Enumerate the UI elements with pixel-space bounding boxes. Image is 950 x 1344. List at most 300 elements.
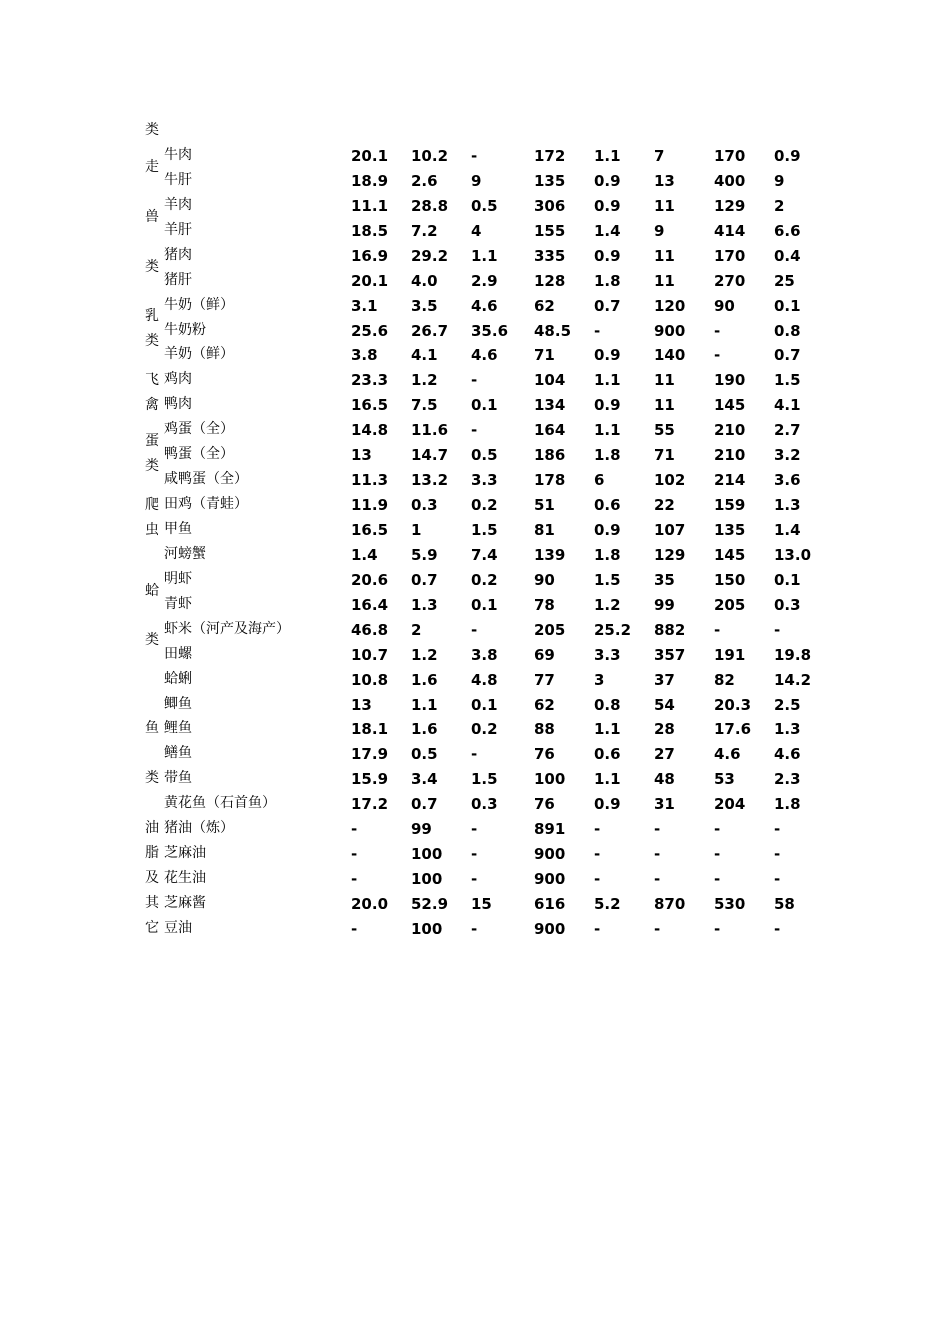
nutrient-value: 2.6 <box>411 171 438 190</box>
nutrient-value: 11 <box>654 371 675 390</box>
food-name: 明虾 <box>164 570 192 587</box>
nutrient-value: 2.9 <box>471 271 498 290</box>
category-label: 飞 <box>145 372 159 388</box>
nutrient-value: 76 <box>534 745 555 764</box>
nutrient-value: 6 <box>594 471 605 490</box>
nutrient-value: - <box>654 870 661 888</box>
nutrient-value: 1.1 <box>411 695 438 714</box>
nutrient-value: - <box>594 845 601 863</box>
nutrient-value: 172 <box>534 147 566 165</box>
nutrient-value: - <box>594 321 601 340</box>
nutrient-value: 0.9 <box>594 346 621 365</box>
nutrient-value: 1.2 <box>411 371 438 390</box>
nutrient-value: 128 <box>534 271 566 290</box>
nutrient-value: 25 <box>774 271 795 290</box>
nutrient-value: 1.4 <box>774 521 801 539</box>
table-row <box>0 420 950 445</box>
nutrient-value: 104 <box>534 371 566 390</box>
food-name: 牛奶（鲜） <box>164 296 234 313</box>
nutrient-value: 1.5 <box>774 371 801 390</box>
nutrient-value: 4.6 <box>714 745 741 764</box>
food-name: 花生油 <box>164 870 206 886</box>
food-name: 芝麻酱 <box>164 894 206 911</box>
nutrient-value: 270 <box>714 271 746 290</box>
nutrient-value: 51 <box>534 496 555 514</box>
nutrient-value: 100 <box>534 770 566 789</box>
food-name: 带鱼 <box>164 770 192 787</box>
table-row <box>0 695 950 720</box>
food-name: 猪肉 <box>164 246 192 263</box>
nutrient-value: 10.8 <box>351 670 389 689</box>
nutrient-value: 14.7 <box>411 446 449 465</box>
nutrient-value: 0.9 <box>774 147 801 165</box>
nutrient-value: 99 <box>411 820 432 839</box>
nutrient-value: 4.6 <box>774 745 801 764</box>
table-row <box>0 395 950 420</box>
nutrient-value: 16.5 <box>351 396 389 415</box>
category-label: 走 <box>145 159 159 175</box>
nutrient-value: 5.9 <box>411 545 438 564</box>
table-row <box>0 470 950 495</box>
nutrient-value: 0.5 <box>471 446 498 465</box>
nutrient-value: 11 <box>654 396 675 415</box>
nutrient-value: 11 <box>654 271 675 290</box>
food-name: 羊肉 <box>164 196 192 213</box>
nutrient-value: 22 <box>654 496 675 514</box>
nutrient-value: 900 <box>654 321 686 340</box>
nutrient-value: 4.1 <box>774 396 801 415</box>
nutrient-value: - <box>774 620 781 639</box>
nutrient-value: 1.8 <box>594 271 621 290</box>
food-name: 蛤蜊 <box>164 670 192 687</box>
nutrient-value: 1.8 <box>594 446 621 465</box>
nutrient-value: 164 <box>534 421 566 440</box>
food-name: 鸭肉 <box>164 396 192 413</box>
nutrient-value: 191 <box>714 645 746 664</box>
nutrient-value: 35 <box>654 570 675 589</box>
nutrient-value: 2.3 <box>774 770 801 789</box>
nutrient-value: - <box>471 421 478 440</box>
nutrient-value: 11.6 <box>411 421 449 440</box>
food-name: 牛肉 <box>164 147 192 163</box>
nutrient-value: 1.1 <box>594 147 621 165</box>
nutrient-value: 170 <box>714 147 746 165</box>
nutrient-value: 0.9 <box>594 795 621 814</box>
category-label: 脂 <box>145 845 159 861</box>
category-label: 兽 <box>145 209 159 225</box>
food-name: 甲鱼 <box>164 521 192 537</box>
nutrient-value: 100 <box>411 870 443 888</box>
nutrient-value: 1.8 <box>594 545 621 564</box>
nutrient-value: 1 <box>411 521 422 539</box>
nutrient-value: - <box>714 346 721 365</box>
nutrient-value: - <box>471 620 478 639</box>
nutrient-value: 0.7 <box>594 296 621 315</box>
food-name: 黄花鱼（石首鱼） <box>164 795 276 812</box>
nutrient-value: 20.0 <box>351 894 389 913</box>
category-label: 类 <box>145 259 159 275</box>
nutrient-value: - <box>471 845 478 863</box>
table-row <box>0 844 950 869</box>
nutrient-value: 0.3 <box>774 595 801 614</box>
table-row <box>0 719 950 744</box>
nutrient-value: 28 <box>654 720 675 739</box>
nutrient-value: 1.4 <box>351 545 378 564</box>
nutrient-value: 140 <box>654 346 686 365</box>
table-row <box>0 520 950 545</box>
food-name: 河螃蟹 <box>164 545 206 562</box>
nutrient-value: 62 <box>534 296 555 315</box>
nutrient-value: 0.4 <box>774 246 801 265</box>
nutrient-value: 530 <box>714 894 746 913</box>
nutrient-value: 1.6 <box>411 720 438 739</box>
nutrient-value: 11 <box>654 196 675 215</box>
nutrient-value: 81 <box>534 521 555 539</box>
nutrient-value: 17.6 <box>714 720 752 739</box>
nutrient-value: 3.6 <box>774 471 801 490</box>
table-row <box>0 345 950 370</box>
nutrient-value: 129 <box>654 545 686 564</box>
category-label: 乳 <box>145 308 159 324</box>
nutrient-value: - <box>654 845 661 863</box>
nutrient-value: 82 <box>714 670 735 689</box>
nutrient-value: 9 <box>471 171 482 190</box>
category-label: 虫 <box>145 522 159 538</box>
nutrient-value: - <box>471 870 478 888</box>
category-label: 类 <box>145 632 159 648</box>
food-name: 牛奶粉 <box>164 321 206 338</box>
nutrient-value: 3.3 <box>471 471 498 490</box>
nutrient-value: - <box>654 919 661 938</box>
nutrient-value: 18.5 <box>351 221 389 240</box>
nutrient-value: 3.3 <box>594 645 621 664</box>
nutrient-value: 0.2 <box>471 570 498 589</box>
nutrient-value: 1.2 <box>594 595 621 614</box>
nutrient-value: 1.3 <box>774 496 801 514</box>
nutrient-value: - <box>714 870 721 888</box>
food-name: 羊肝 <box>164 221 192 238</box>
nutrient-value: 17.2 <box>351 795 389 814</box>
nutrient-value: 357 <box>654 645 686 664</box>
nutrient-value: 2.5 <box>774 695 801 714</box>
food-name: 田螺 <box>164 645 192 662</box>
nutrient-value: 145 <box>714 545 746 564</box>
nutrient-value: 20.3 <box>714 695 752 714</box>
nutrient-value: 4.6 <box>471 346 498 365</box>
nutrient-value: - <box>594 870 601 888</box>
nutrient-value: - <box>351 870 358 888</box>
nutrient-value: 204 <box>714 795 746 814</box>
nutrient-value: 55 <box>654 421 675 440</box>
nutrient-value: - <box>774 919 781 938</box>
category-label: 蛋 <box>145 433 159 449</box>
nutrient-value: 1.5 <box>471 770 498 789</box>
nutrient-value: 29.2 <box>411 246 449 265</box>
nutrient-value: 13 <box>351 446 372 465</box>
nutrient-value: 53 <box>714 770 735 789</box>
category-label: 禽 <box>145 397 159 413</box>
category-label: 爬 <box>145 497 159 513</box>
nutrient-value: 99 <box>654 595 675 614</box>
nutrient-value: 2 <box>411 620 422 639</box>
nutrient-value: 414 <box>714 221 746 240</box>
nutrient-value: 4.8 <box>471 670 498 689</box>
table-row <box>0 744 950 769</box>
nutrient-value: 7.4 <box>471 545 498 564</box>
nutrient-value: - <box>714 321 721 340</box>
nutrient-value: 4.1 <box>411 346 438 365</box>
food-name: 鸡肉 <box>164 371 192 388</box>
nutrient-value: - <box>594 820 601 839</box>
nutrient-value: 3.4 <box>411 770 438 789</box>
food-name: 咸鸭蛋（全） <box>164 471 248 488</box>
nutrient-value: 13.0 <box>774 545 812 564</box>
nutrient-value: 13 <box>351 695 372 714</box>
nutrient-value: 3.2 <box>774 446 801 465</box>
nutrient-value: 15 <box>471 894 492 913</box>
nutrient-value: 4 <box>471 221 482 240</box>
nutrient-value: 0.7 <box>774 346 801 365</box>
nutrient-value: 11.1 <box>351 196 389 215</box>
table-row <box>0 620 950 645</box>
food-name: 牛肝 <box>164 171 192 188</box>
category-label: 类 <box>145 458 159 474</box>
nutrient-value: 19.8 <box>774 645 812 664</box>
nutrient-value: 78 <box>534 595 555 614</box>
table-row <box>0 645 950 670</box>
nutrient-value: 3.8 <box>351 346 378 365</box>
food-name: 猪肝 <box>164 271 192 288</box>
nutrient-value: 18.1 <box>351 720 389 739</box>
table-row <box>0 171 950 196</box>
nutrient-value: 0.5 <box>471 196 498 215</box>
nutrient-value: 25.2 <box>594 620 632 639</box>
nutrient-value: 210 <box>714 446 746 465</box>
nutrient-value: - <box>351 919 358 938</box>
nutrient-value: 71 <box>654 446 675 465</box>
table-row <box>0 296 950 321</box>
nutrient-value: 31 <box>654 795 675 814</box>
nutrient-value: 48 <box>654 770 675 789</box>
food-name: 鸡蛋（全） <box>164 421 234 438</box>
nutrient-value: 10.2 <box>411 147 449 165</box>
nutrient-value: 135 <box>534 171 566 190</box>
nutrient-value: 0.7 <box>411 570 438 589</box>
nutrient-value: 69 <box>534 645 555 664</box>
nutrient-value: 891 <box>534 820 566 839</box>
category-label: 类 <box>145 770 159 786</box>
nutrient-value: 0.3 <box>471 795 498 814</box>
nutrient-value: 0.9 <box>594 246 621 265</box>
nutrient-value: 5.2 <box>594 894 621 913</box>
table-row <box>0 869 950 894</box>
nutrient-value: 13.2 <box>411 471 449 490</box>
nutrient-value: 0.1 <box>471 396 498 415</box>
table-row <box>0 894 950 919</box>
nutrient-value: 0.7 <box>411 795 438 814</box>
nutrient-value: - <box>594 919 601 938</box>
nutrient-value: 900 <box>534 919 566 938</box>
nutrient-value: 23.3 <box>351 371 389 390</box>
nutrient-value: 129 <box>714 196 746 215</box>
nutrient-value: 16.4 <box>351 595 389 614</box>
nutrient-value: - <box>351 820 358 839</box>
nutrient-value: 11.3 <box>351 471 389 490</box>
food-name: 鸭蛋（全） <box>164 446 234 463</box>
nutrient-value: 26.7 <box>411 321 449 340</box>
food-name: 青虾 <box>164 595 192 612</box>
nutrient-value: - <box>714 620 721 639</box>
nutrient-value: 1.8 <box>774 795 801 814</box>
table-row <box>0 595 950 620</box>
nutrient-value: 102 <box>654 471 686 490</box>
nutrient-value: 0.6 <box>594 745 621 764</box>
nutrient-value: - <box>774 870 781 888</box>
nutrient-value: 1.4 <box>594 221 621 240</box>
nutrient-value: 7 <box>654 147 665 165</box>
table-row <box>0 370 950 395</box>
nutrient-value: 205 <box>534 620 566 639</box>
table-row <box>0 221 950 246</box>
nutrient-value: 0.2 <box>471 720 498 739</box>
nutrient-value: 100 <box>411 845 443 863</box>
food-name: 虾米（河产及海产） <box>164 620 290 637</box>
nutrient-value: - <box>774 845 781 863</box>
nutrient-value: 170 <box>714 246 746 265</box>
nutrient-value: 9 <box>654 221 665 240</box>
nutrient-value: 1.1 <box>594 421 621 440</box>
nutrient-value: 0.3 <box>411 496 438 514</box>
nutrient-value: 190 <box>714 371 746 390</box>
nutrient-value: - <box>471 371 478 390</box>
nutrient-value: 15.9 <box>351 770 389 789</box>
nutrient-value: 25.6 <box>351 321 389 340</box>
nutrient-value: - <box>774 820 781 839</box>
nutrient-value: 7.5 <box>411 396 438 415</box>
food-name: 鲤鱼 <box>164 720 192 737</box>
nutrient-value: 54 <box>654 695 675 714</box>
table-row <box>0 495 950 520</box>
nutrient-value: 900 <box>534 845 566 863</box>
table-row <box>0 794 950 819</box>
nutrient-value: 14.2 <box>774 670 812 689</box>
nutrient-value: 10.7 <box>351 645 389 664</box>
nutrient-value: 3.1 <box>351 296 378 315</box>
nutrient-value: - <box>714 919 721 938</box>
nutrient-value: 120 <box>654 296 686 315</box>
category-label: 油 <box>145 820 159 836</box>
nutrient-value: - <box>654 820 661 839</box>
nutrient-value: 62 <box>534 695 555 714</box>
nutrient-value: 159 <box>714 496 746 514</box>
nutrient-value: 17.9 <box>351 745 389 764</box>
nutrient-value: 186 <box>534 446 566 465</box>
nutrient-value: 155 <box>534 221 566 240</box>
nutrient-value: 616 <box>534 894 566 913</box>
nutrient-value: 0.1 <box>471 595 498 614</box>
nutrient-value: - <box>471 147 478 165</box>
nutrient-value: 0.2 <box>471 496 498 514</box>
nutrient-value: 0.8 <box>774 321 801 340</box>
nutrient-value: 0.6 <box>594 496 621 514</box>
nutrient-value: 2 <box>774 196 785 215</box>
nutrient-value: 0.9 <box>594 521 621 539</box>
nutrient-value: 28.8 <box>411 196 449 215</box>
nutrient-value: - <box>471 820 478 839</box>
nutrient-value: 14.8 <box>351 421 389 440</box>
nutrient-value: 306 <box>534 196 566 215</box>
food-name: 田鸡（青蛙） <box>164 496 248 512</box>
nutrient-value: 4.0 <box>411 271 438 290</box>
nutrient-value: 210 <box>714 421 746 440</box>
nutrient-value: 2.7 <box>774 421 801 440</box>
nutrient-value: 1.1 <box>594 720 621 739</box>
nutrient-value: 178 <box>534 471 566 490</box>
nutrient-value: 3 <box>594 670 605 689</box>
nutrient-value: 900 <box>534 870 566 888</box>
nutrient-value: - <box>471 919 478 938</box>
nutrient-value: 16.5 <box>351 521 389 539</box>
nutrient-value: 0.1 <box>774 296 801 315</box>
nutrient-value: 9 <box>774 171 785 190</box>
nutrient-value: 139 <box>534 545 566 564</box>
category-label: 类 <box>145 333 159 349</box>
food-name: 羊奶（鲜） <box>164 346 234 363</box>
table-row <box>0 919 950 944</box>
nutrient-value: 20.1 <box>351 271 389 290</box>
table-row <box>0 196 950 221</box>
nutrient-value: 1.1 <box>471 246 498 265</box>
nutrient-value: 1.3 <box>411 595 438 614</box>
nutrient-value: 0.9 <box>594 396 621 415</box>
nutrient-value: 100 <box>411 919 443 938</box>
table-row <box>0 146 950 171</box>
nutrient-value: 135 <box>714 521 746 539</box>
nutrient-value: 0.9 <box>594 196 621 215</box>
nutrient-value: 37 <box>654 670 675 689</box>
nutrient-value: 882 <box>654 620 686 639</box>
nutrient-value: 27 <box>654 745 675 764</box>
category-label: 蛤 <box>145 583 159 599</box>
nutrient-value: 0.1 <box>471 695 498 714</box>
nutrient-value: 16.9 <box>351 246 389 265</box>
nutrient-value: 214 <box>714 471 746 490</box>
nutrient-value: 88 <box>534 720 555 739</box>
food-name: 豆油 <box>164 919 192 936</box>
nutrient-value: 150 <box>714 570 746 589</box>
category-label: 及 <box>145 870 159 886</box>
nutrient-value: - <box>471 745 478 764</box>
nutrient-value: 7.2 <box>411 221 438 240</box>
nutrient-value: 77 <box>534 670 555 689</box>
nutrient-value: 400 <box>714 171 746 190</box>
nutrient-value: 52.9 <box>411 894 449 913</box>
nutrient-value: - <box>714 820 721 839</box>
table-row <box>0 670 950 695</box>
table-row <box>0 570 950 595</box>
nutrient-value: 0.1 <box>774 570 801 589</box>
nutrient-value: 1.6 <box>411 670 438 689</box>
nutrient-value: 76 <box>534 795 555 814</box>
nutrient-value: 1.5 <box>594 570 621 589</box>
nutrient-value: 90 <box>714 296 735 315</box>
nutrient-value: 3.8 <box>471 645 498 664</box>
nutrient-value: 1.5 <box>471 521 498 539</box>
category-label: 其 <box>145 895 159 911</box>
nutrient-value: 35.6 <box>471 321 509 340</box>
nutrient-value: 1.1 <box>594 371 621 390</box>
nutrient-value: 11.9 <box>351 496 389 514</box>
